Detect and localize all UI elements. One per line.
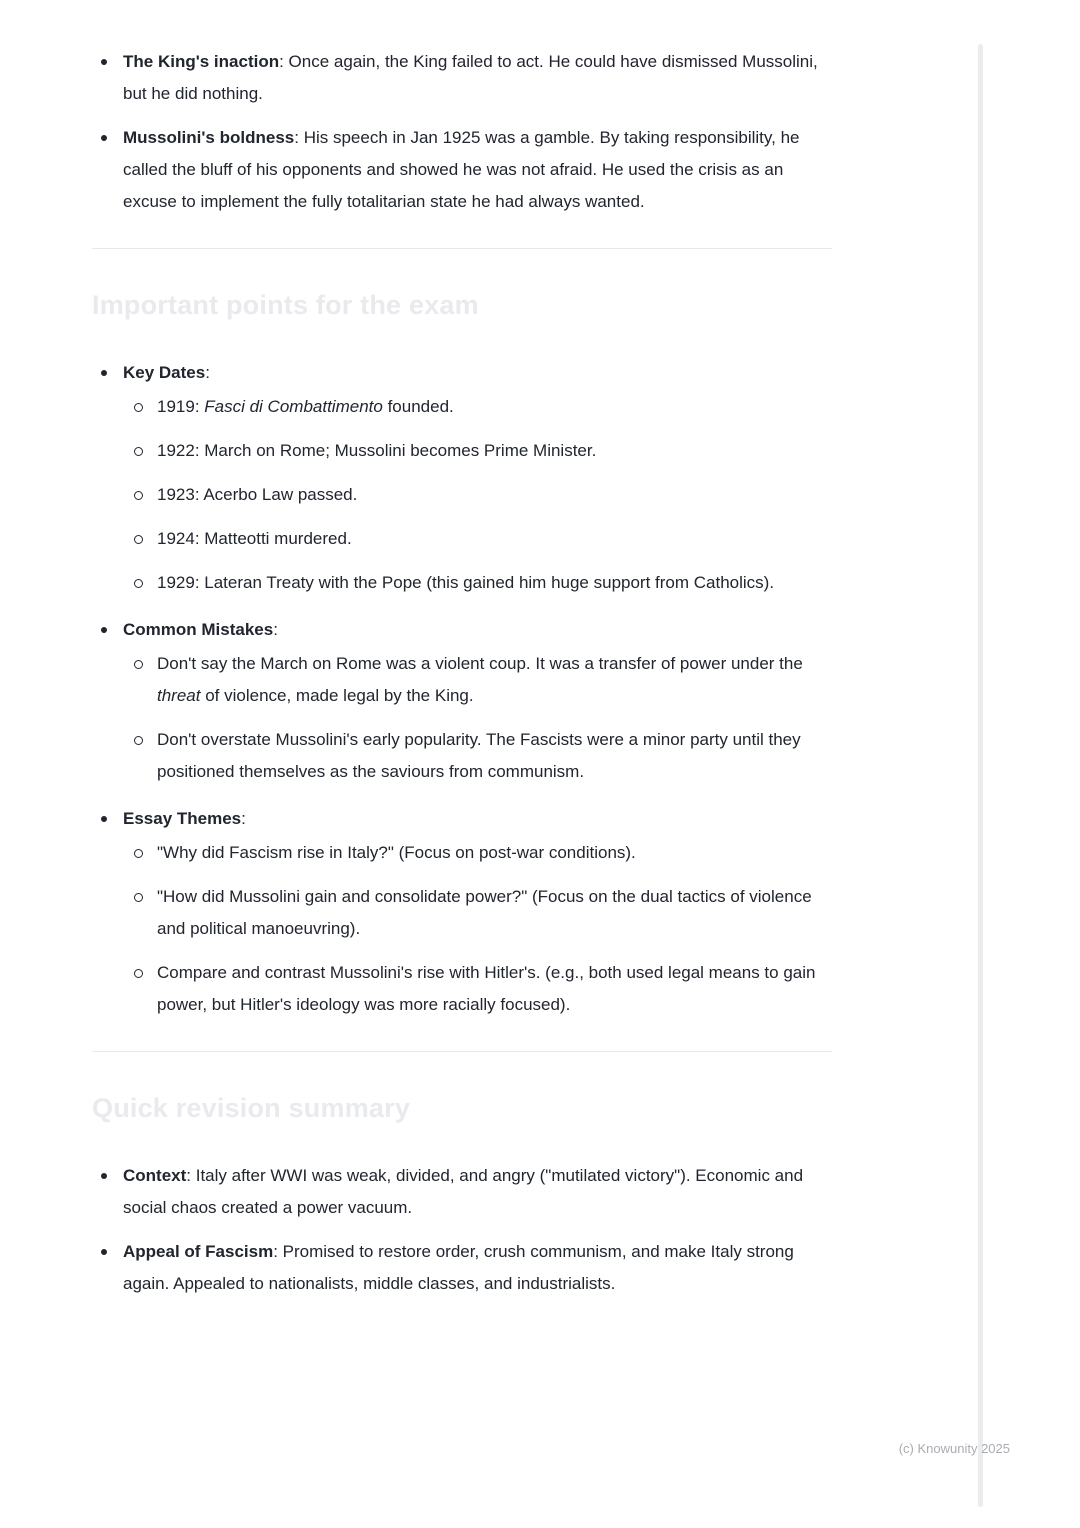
list-item-term: Mussolini's boldness: [123, 128, 295, 147]
group-colon: :: [241, 809, 246, 828]
analysis-bullet-list: [92, 46, 832, 218]
section-heading-summary: Quick revision summary: [92, 1093, 411, 1123]
sub-list-common-mistakes: [123, 648, 832, 788]
list-item-text: [157, 567, 832, 599]
group-colon: :: [273, 620, 278, 639]
bullet-circle-icon: [134, 660, 143, 669]
group-term: Common Mistakes: [123, 620, 274, 639]
list-item-text: [157, 479, 832, 511]
bullet-circle-icon: [134, 893, 143, 902]
section-divider: [92, 1051, 832, 1052]
group-label: [123, 357, 832, 389]
list-item-text: [157, 957, 832, 1021]
list-item-body: : His speech in Jan 1925 was a gamble. By taking responsibility, he called the bluff of his opponents and showed he was not afraid. He used the crisis as an excuse to implement the fully totalitarian state he had always wanted.: [123, 128, 800, 211]
list-item: [92, 1236, 832, 1300]
item-pre: Compare and contrast Mussolini's rise with Hitler's. (e.g., both used legal means to gain power, but Hitler's ideology was more racially focused).: [157, 963, 816, 1014]
exam-points-list: [92, 357, 832, 1021]
list-item-body: : Once again, the King failed to act. He could have dismissed Mussolini, but he did nothing.: [123, 52, 818, 103]
item-pre: 1922: March on Rome; Mussolini becomes Prime Minister.: [157, 441, 597, 460]
copyright-notice: (c) Knowunity 2025: [898, 1441, 1010, 1456]
item-pre: Don't overstate Mussolini's early popularity. The Fascists were a minor party until they positioned themselves as the saviours from communism.: [157, 730, 801, 781]
summary-bullet-list: [92, 1160, 832, 1300]
item-pre: "How did Mussolini gain and consolidate power?" (Focus on the dual tactics of violence and political manoeuvring).: [157, 887, 812, 938]
group-label: [123, 614, 832, 646]
bullet-circle-icon: [134, 535, 143, 544]
list-item: [123, 567, 832, 599]
list-item: [123, 724, 832, 788]
list-item-body: : Italy after WWI was weak, divided, and angry ("mutilated victory"). Economic and social chaos created a power vacuum.: [123, 1166, 804, 1217]
list-item-text: [157, 523, 832, 555]
list-item: [123, 391, 832, 423]
item-pre: "Why did Fascism rise in Italy?" (Focus on post-war conditions).: [157, 843, 636, 862]
item-italic: Fasci di Combattimento: [204, 397, 383, 416]
section-heading-exam: Important points for the exam: [92, 290, 479, 320]
bullet-dot-icon: [101, 1249, 107, 1255]
item-post: of violence, made legal by the King.: [200, 686, 474, 705]
bullet-circle-icon: [134, 447, 143, 456]
list-item-text: [123, 1160, 832, 1224]
bullet-dot-icon: [101, 1173, 107, 1179]
item-pre: 1923: Acerbo Law passed.: [157, 485, 358, 504]
group-term: Essay Themes: [123, 809, 242, 828]
item-pre: 1924: Matteotti murdered.: [157, 529, 352, 548]
section-divider: [92, 248, 832, 249]
list-item-text: [157, 724, 832, 788]
group-term: Key Dates: [123, 363, 206, 382]
bullet-circle-icon: [134, 403, 143, 412]
bullet-dot-icon: [101, 370, 107, 376]
scrollbar[interactable]: [978, 44, 983, 1507]
list-item: [123, 648, 832, 712]
list-item: [92, 1160, 832, 1224]
item-post: founded.: [382, 397, 454, 416]
list-item-term: The King's inaction: [123, 52, 280, 71]
list-item-essay-themes: [92, 803, 832, 1021]
list-item-common-mistakes: [92, 614, 832, 788]
list-item: [123, 523, 832, 555]
list-item: [123, 479, 832, 511]
bullet-circle-icon: [134, 849, 143, 858]
item-pre: 1919:: [157, 397, 205, 416]
document-content: [92, 46, 832, 1312]
list-item-text: [157, 837, 832, 869]
list-item-text: [157, 435, 832, 467]
bullet-circle-icon: [134, 969, 143, 978]
sub-list-key-dates: [123, 391, 832, 599]
list-item-text: [157, 881, 832, 945]
list-item-text: [123, 1236, 832, 1300]
group-colon: :: [205, 363, 210, 382]
list-item: [92, 46, 832, 110]
item-pre: 1929: Lateran Treaty with the Pope (this gained him huge support from Catholics).: [157, 573, 775, 592]
bullet-circle-icon: [134, 579, 143, 588]
list-item-key-dates: [92, 357, 832, 599]
item-italic: threat: [157, 686, 201, 705]
list-item: [92, 122, 832, 218]
list-item-text: [157, 391, 832, 423]
list-item: [123, 837, 832, 869]
bullet-dot-icon: [101, 59, 107, 65]
list-item: [123, 435, 832, 467]
group-label: [123, 803, 832, 835]
list-item-body: : Promised to restore order, crush communism, and make Italy strong again. Appealed to nationalists, middle classes, and industrialists.: [123, 1242, 794, 1293]
list-item-text: [123, 46, 832, 110]
bullet-dot-icon: [101, 816, 107, 822]
list-item-text: [123, 122, 832, 218]
list-item-term: Context: [123, 1166, 187, 1185]
bullet-dot-icon: [101, 135, 107, 141]
list-item: [123, 881, 832, 945]
sub-list-essay-themes: [123, 837, 832, 1021]
list-item: [123, 957, 832, 1021]
list-item-text: [157, 648, 832, 712]
list-item-term: Appeal of Fascism: [123, 1242, 274, 1261]
bullet-dot-icon: [101, 627, 107, 633]
bullet-circle-icon: [134, 491, 143, 500]
bullet-circle-icon: [134, 736, 143, 745]
item-pre: Don't say the March on Rome was a violent coup. It was a transfer of power under the: [157, 654, 803, 673]
